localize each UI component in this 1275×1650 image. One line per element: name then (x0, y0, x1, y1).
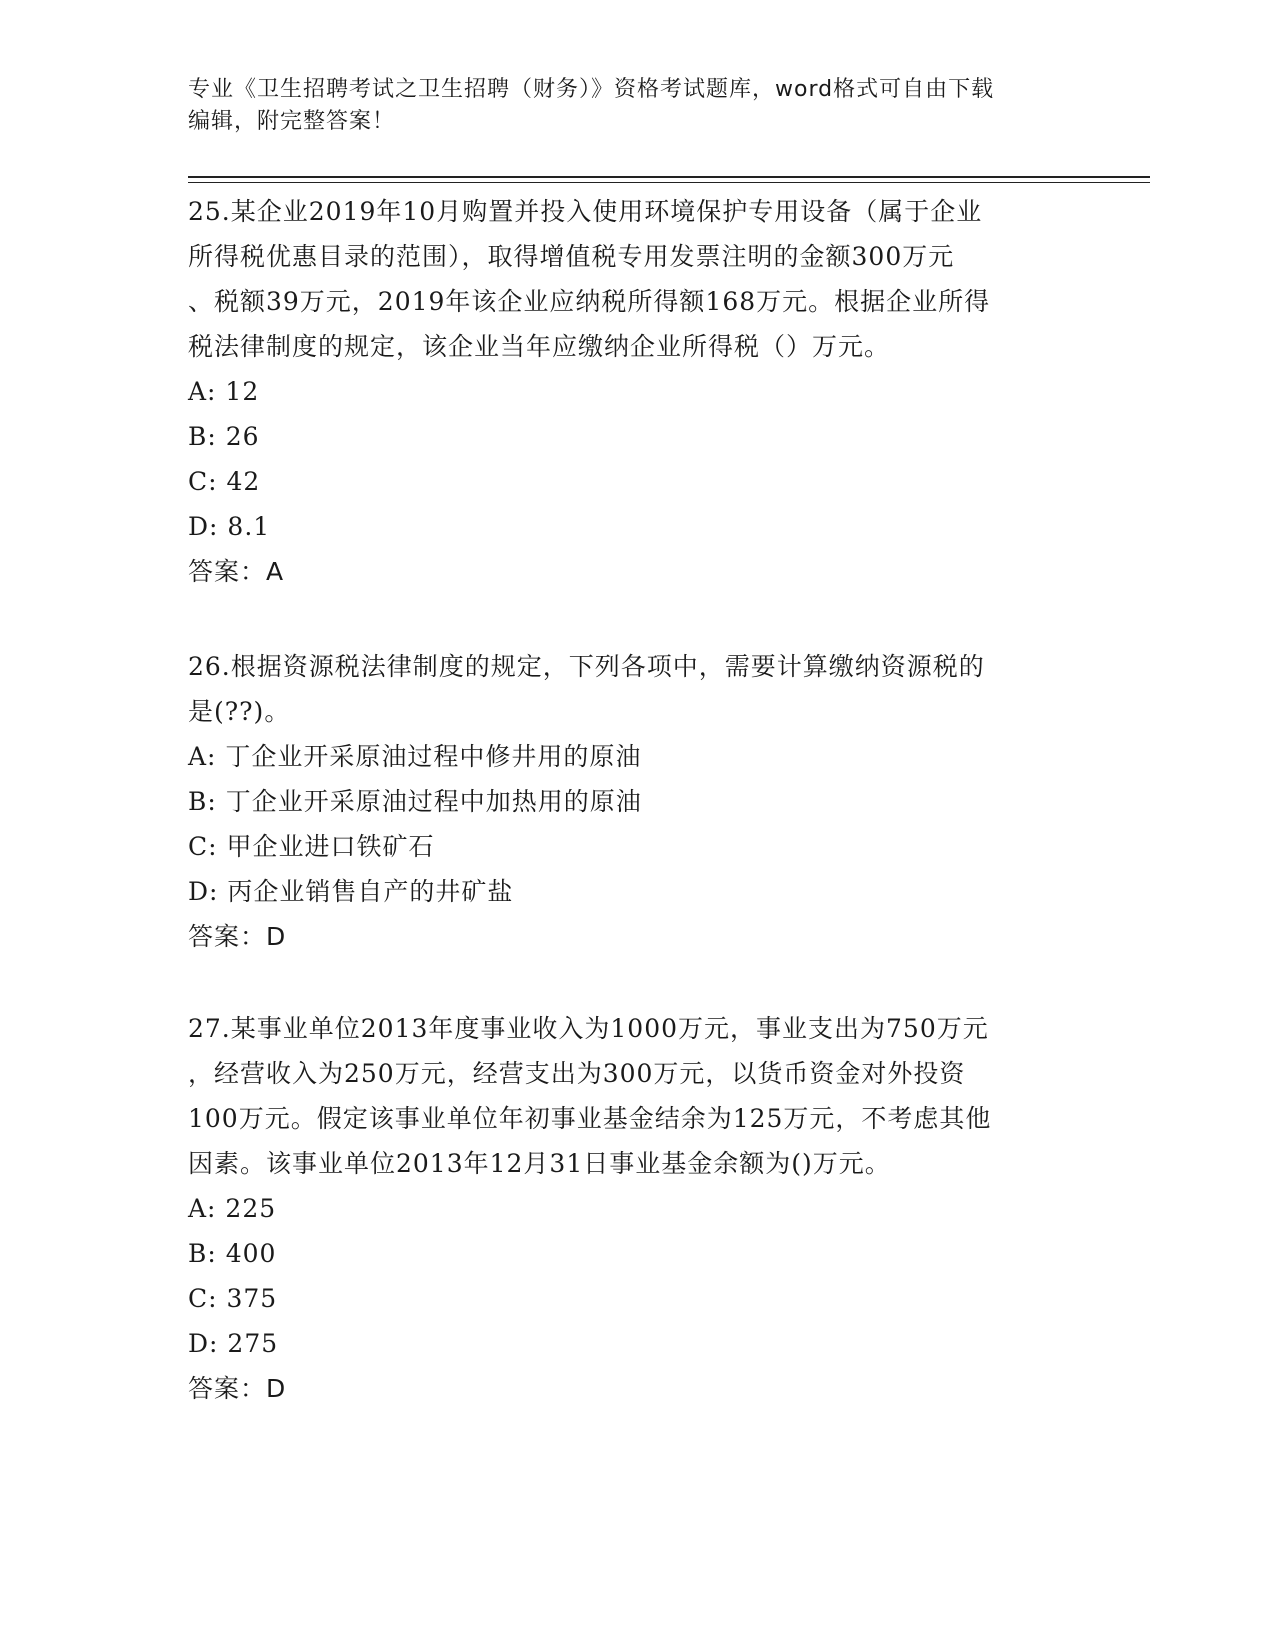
question-stem-line: 是(??)。 (188, 697, 291, 726)
question-stem-line: 100万元。假定该事业单位年初事业基金结余为125万元，不考虑其他 (188, 1104, 992, 1133)
option-a: A: 12 (188, 377, 260, 406)
option-d: D: 275 (188, 1329, 279, 1358)
header-line-1: 专业《卫生招聘考试之卫生招聘（财务）》资格考试题库，word格式可自由下载 (188, 77, 995, 102)
header-line-2: 编辑，附完整答案！ (188, 109, 396, 134)
answer-text: 答案：D (188, 1374, 287, 1403)
question-stem-line: 因素。该事业单位2013年12月31日事业基金余额为()万元。 (188, 1149, 891, 1178)
answer-text: 答案：D (188, 922, 287, 951)
option-b: B: 400 (188, 1239, 277, 1268)
question-stem-line: 所得税优惠目录的范围），取得增值税专用发票注明的金额300万元 (188, 242, 955, 271)
question-stem-line: 25.某企业2019年10月购置并投入使用环境保护专用设备（属于企业 (188, 197, 983, 226)
option-a: A: 225 (188, 1194, 277, 1223)
option-d: D: 8.1 (188, 512, 271, 541)
question-stem-line: 27.某事业单位2013年度事业收入为1000万元，事业支出为750万元 (188, 1014, 989, 1043)
header-divider-thin (188, 182, 1150, 183)
header-divider-thick (188, 176, 1150, 178)
question-26 (188, 644, 1088, 959)
question-stem-line: ，经营收入为250万元，经营支出为300万元，以货币资金对外投资 (188, 1059, 966, 1088)
question-stem-line: 税法律制度的规定，该企业当年应缴纳企业所得税（）万元。 (188, 332, 891, 361)
option-a: A: 丁企业开采原油过程中修井用的原油 (188, 742, 642, 771)
question-25 (188, 189, 1088, 594)
document-header (188, 74, 1068, 138)
answer-text: 答案：A (188, 557, 285, 586)
question-stem-line: 26.根据资源税法律制度的规定，下列各项中，需要计算缴纳资源税的 (188, 652, 985, 681)
question-27 (188, 1006, 1088, 1411)
option-b: B: 26 (188, 422, 260, 451)
option-d: D: 丙企业销售自产的井矿盐 (188, 877, 514, 906)
question-stem-line: 、税额39万元，2019年该企业应纳税所得额168万元。根据企业所得 (188, 287, 991, 316)
option-c: C: 甲企业进口铁矿石 (188, 832, 435, 861)
option-b: B: 丁企业开采原油过程中加热用的原油 (188, 787, 642, 816)
option-c: C: 375 (188, 1284, 278, 1313)
option-c: C: 42 (188, 467, 261, 496)
